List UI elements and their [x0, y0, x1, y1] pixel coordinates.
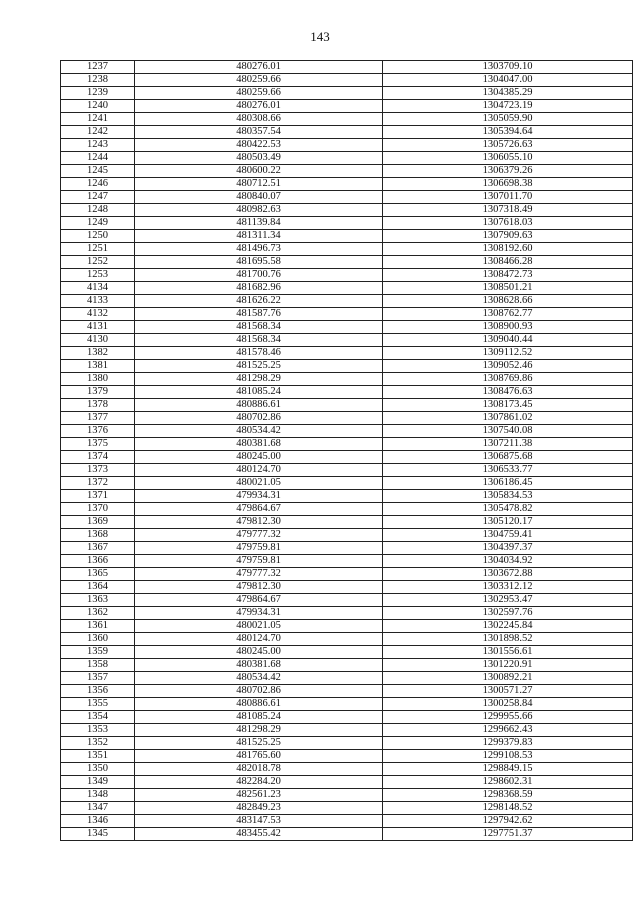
y-coordinate-cell: 1306186.45: [383, 477, 633, 490]
x-coordinate-cell: 480886.61: [135, 698, 383, 711]
table-row: [61, 191, 633, 204]
y-coordinate-cell: 1305478.82: [383, 503, 633, 516]
x-coordinate-cell: 480534.42: [135, 425, 383, 438]
point-number-cell: 1251: [61, 243, 135, 256]
table-row: [61, 659, 633, 672]
point-number-cell: 4132: [61, 308, 135, 321]
x-coordinate-cell: 481700.76: [135, 269, 383, 282]
point-number-cell: 1351: [61, 750, 135, 763]
x-coordinate-cell: 480021.05: [135, 620, 383, 633]
point-number-cell: 1249: [61, 217, 135, 230]
x-coordinate-cell: 479864.67: [135, 594, 383, 607]
y-coordinate-cell: 1308466.28: [383, 256, 633, 269]
table-row: [61, 477, 633, 490]
point-number-cell: 1345: [61, 828, 135, 841]
table-row: [61, 451, 633, 464]
table-row: [61, 685, 633, 698]
table-row: [61, 178, 633, 191]
x-coordinate-cell: 482284.20: [135, 776, 383, 789]
y-coordinate-cell: 1308762.77: [383, 308, 633, 321]
x-coordinate-cell: 481568.34: [135, 321, 383, 334]
point-number-cell: 4134: [61, 282, 135, 295]
y-coordinate-cell: 1304385.29: [383, 87, 633, 100]
coordinates-table: [60, 60, 633, 841]
y-coordinate-cell: 1307540.08: [383, 425, 633, 438]
table-row: [61, 646, 633, 659]
x-coordinate-cell: 480259.66: [135, 74, 383, 87]
x-coordinate-cell: 481578.46: [135, 347, 383, 360]
x-coordinate-cell: 480712.51: [135, 178, 383, 191]
y-coordinate-cell: 1309052.46: [383, 360, 633, 373]
y-coordinate-cell: 1304034.92: [383, 555, 633, 568]
x-coordinate-cell: 481682.96: [135, 282, 383, 295]
table-row: [61, 295, 633, 308]
table-row: [61, 386, 633, 399]
x-coordinate-cell: 480021.05: [135, 477, 383, 490]
table-row: [61, 282, 633, 295]
point-number-cell: 1361: [61, 620, 135, 633]
table-row: [61, 698, 633, 711]
table-row: [61, 620, 633, 633]
point-number-cell: 1360: [61, 633, 135, 646]
point-number-cell: 1348: [61, 789, 135, 802]
y-coordinate-cell: 1308192.60: [383, 243, 633, 256]
table-row: [61, 503, 633, 516]
y-coordinate-cell: 1302245.84: [383, 620, 633, 633]
table-row: [61, 256, 633, 269]
x-coordinate-cell: 481298.29: [135, 373, 383, 386]
point-number-cell: 1359: [61, 646, 135, 659]
y-coordinate-cell: 1304759.41: [383, 529, 633, 542]
x-coordinate-cell: 481525.25: [135, 360, 383, 373]
y-coordinate-cell: 1307618.03: [383, 217, 633, 230]
y-coordinate-cell: 1304723.19: [383, 100, 633, 113]
y-coordinate-cell: 1298602.31: [383, 776, 633, 789]
point-number-cell: 1237: [61, 61, 135, 74]
point-number-cell: 1246: [61, 178, 135, 191]
table-row: [61, 464, 633, 477]
x-coordinate-cell: 481568.34: [135, 334, 383, 347]
x-coordinate-cell: 482561.23: [135, 789, 383, 802]
point-number-cell: 1240: [61, 100, 135, 113]
table-row: [61, 321, 633, 334]
x-coordinate-cell: 483455.42: [135, 828, 383, 841]
table-row: [61, 347, 633, 360]
table-row: [61, 516, 633, 529]
x-coordinate-cell: 480124.70: [135, 464, 383, 477]
y-coordinate-cell: 1305394.64: [383, 126, 633, 139]
y-coordinate-cell: 1305834.53: [383, 490, 633, 503]
x-coordinate-cell: 479812.30: [135, 516, 383, 529]
y-coordinate-cell: 1308472.73: [383, 269, 633, 282]
point-number-cell: 1247: [61, 191, 135, 204]
table-row: [61, 360, 633, 373]
table-row: [61, 165, 633, 178]
point-number-cell: 1350: [61, 763, 135, 776]
table-row: [61, 724, 633, 737]
point-number-cell: 1354: [61, 711, 135, 724]
point-number-cell: 1381: [61, 360, 135, 373]
point-number-cell: 1373: [61, 464, 135, 477]
table-row: [61, 399, 633, 412]
x-coordinate-cell: 480276.01: [135, 100, 383, 113]
y-coordinate-cell: 1302597.76: [383, 607, 633, 620]
point-number-cell: 1250: [61, 230, 135, 243]
y-coordinate-cell: 1305726.63: [383, 139, 633, 152]
table-row: [61, 373, 633, 386]
y-coordinate-cell: 1308501.21: [383, 282, 633, 295]
y-coordinate-cell: 1300571.27: [383, 685, 633, 698]
table-row: [61, 555, 633, 568]
x-coordinate-cell: 482849.23: [135, 802, 383, 815]
table-row: [61, 204, 633, 217]
y-coordinate-cell: 1300892.21: [383, 672, 633, 685]
table-row: [61, 815, 633, 828]
point-number-cell: 1380: [61, 373, 135, 386]
point-number-cell: 1238: [61, 74, 135, 87]
point-number-cell: 4130: [61, 334, 135, 347]
y-coordinate-cell: 1303672.88: [383, 568, 633, 581]
table-row: [61, 230, 633, 243]
point-number-cell: 1368: [61, 529, 135, 542]
point-number-cell: 1248: [61, 204, 135, 217]
point-number-cell: 1379: [61, 386, 135, 399]
point-number-cell: 1371: [61, 490, 135, 503]
table-row: [61, 763, 633, 776]
table-row: [61, 750, 633, 763]
table-row: [61, 828, 633, 841]
y-coordinate-cell: 1303709.10: [383, 61, 633, 74]
point-number-cell: 1239: [61, 87, 135, 100]
table-row: [61, 607, 633, 620]
table-row: [61, 568, 633, 581]
x-coordinate-cell: 479777.32: [135, 529, 383, 542]
y-coordinate-cell: 1306055.10: [383, 152, 633, 165]
y-coordinate-cell: 1303312.12: [383, 581, 633, 594]
y-coordinate-cell: 1304047.00: [383, 74, 633, 87]
table-row: [61, 490, 633, 503]
x-coordinate-cell: 481626.22: [135, 295, 383, 308]
x-coordinate-cell: 481298.29: [135, 724, 383, 737]
point-number-cell: 1362: [61, 607, 135, 620]
table-row: [61, 594, 633, 607]
x-coordinate-cell: 480534.42: [135, 672, 383, 685]
y-coordinate-cell: 1307211.38: [383, 438, 633, 451]
x-coordinate-cell: 479777.32: [135, 568, 383, 581]
y-coordinate-cell: 1299379.83: [383, 737, 633, 750]
table-row: [61, 425, 633, 438]
point-number-cell: 1241: [61, 113, 135, 126]
point-number-cell: 1363: [61, 594, 135, 607]
point-number-cell: 1253: [61, 269, 135, 282]
x-coordinate-cell: 480245.00: [135, 646, 383, 659]
point-number-cell: 1378: [61, 399, 135, 412]
x-coordinate-cell: 481085.24: [135, 386, 383, 399]
x-coordinate-cell: 481139.84: [135, 217, 383, 230]
table-row: [61, 776, 633, 789]
y-coordinate-cell: 1309040.44: [383, 334, 633, 347]
point-number-cell: 1346: [61, 815, 135, 828]
x-coordinate-cell: 479812.30: [135, 581, 383, 594]
y-coordinate-cell: 1308628.66: [383, 295, 633, 308]
point-number-cell: 1367: [61, 542, 135, 555]
x-coordinate-cell: 480276.01: [135, 61, 383, 74]
x-coordinate-cell: 480308.66: [135, 113, 383, 126]
table-row: [61, 61, 633, 74]
x-coordinate-cell: 479759.81: [135, 542, 383, 555]
point-number-cell: 1375: [61, 438, 135, 451]
point-number-cell: 1369: [61, 516, 135, 529]
y-coordinate-cell: 1307909.63: [383, 230, 633, 243]
table-row: [61, 126, 633, 139]
point-number-cell: 1358: [61, 659, 135, 672]
y-coordinate-cell: 1298368.59: [383, 789, 633, 802]
x-coordinate-cell: 479934.31: [135, 490, 383, 503]
x-coordinate-cell: 481311.34: [135, 230, 383, 243]
y-coordinate-cell: 1307318.49: [383, 204, 633, 217]
x-coordinate-cell: 480702.86: [135, 412, 383, 425]
x-coordinate-cell: 481525.25: [135, 737, 383, 750]
x-coordinate-cell: 479934.31: [135, 607, 383, 620]
y-coordinate-cell: 1304397.37: [383, 542, 633, 555]
point-number-cell: 4133: [61, 295, 135, 308]
y-coordinate-cell: 1305120.17: [383, 516, 633, 529]
y-coordinate-cell: 1307011.70: [383, 191, 633, 204]
y-coordinate-cell: 1301220.91: [383, 659, 633, 672]
page-number: 143: [310, 29, 330, 44]
point-number-cell: 1365: [61, 568, 135, 581]
table-row: [61, 711, 633, 724]
table-row: [61, 789, 633, 802]
table-row: [61, 412, 633, 425]
y-coordinate-cell: 1308476.63: [383, 386, 633, 399]
point-number-cell: 1352: [61, 737, 135, 750]
y-coordinate-cell: 1308173.45: [383, 399, 633, 412]
y-coordinate-cell: 1306698.38: [383, 178, 633, 191]
point-number-cell: 1366: [61, 555, 135, 568]
y-coordinate-cell: 1299662.43: [383, 724, 633, 737]
table-row: [61, 308, 633, 321]
point-number-cell: 1370: [61, 503, 135, 516]
table-row: [61, 113, 633, 126]
x-coordinate-cell: 480982.63: [135, 204, 383, 217]
x-coordinate-cell: 481587.76: [135, 308, 383, 321]
y-coordinate-cell: 1300258.84: [383, 698, 633, 711]
x-coordinate-cell: 480422.53: [135, 139, 383, 152]
x-coordinate-cell: 479864.67: [135, 503, 383, 516]
y-coordinate-cell: 1308769.86: [383, 373, 633, 386]
x-coordinate-cell: 483147.53: [135, 815, 383, 828]
y-coordinate-cell: 1299108.53: [383, 750, 633, 763]
point-number-cell: 1374: [61, 451, 135, 464]
x-coordinate-cell: 480840.07: [135, 191, 383, 204]
y-coordinate-cell: 1298148.52: [383, 802, 633, 815]
table-row: [61, 269, 633, 282]
x-coordinate-cell: 480702.86: [135, 685, 383, 698]
y-coordinate-cell: 1306875.68: [383, 451, 633, 464]
y-coordinate-cell: 1297942.62: [383, 815, 633, 828]
point-number-cell: 1353: [61, 724, 135, 737]
table-row: [61, 737, 633, 750]
point-number-cell: 1245: [61, 165, 135, 178]
x-coordinate-cell: 479759.81: [135, 555, 383, 568]
y-coordinate-cell: 1306379.26: [383, 165, 633, 178]
y-coordinate-cell: 1298849.15: [383, 763, 633, 776]
table-row: [61, 633, 633, 646]
y-coordinate-cell: 1302953.47: [383, 594, 633, 607]
y-coordinate-cell: 1309112.52: [383, 347, 633, 360]
x-coordinate-cell: 480259.66: [135, 87, 383, 100]
x-coordinate-cell: 481496.73: [135, 243, 383, 256]
point-number-cell: 1376: [61, 425, 135, 438]
point-number-cell: 1347: [61, 802, 135, 815]
x-coordinate-cell: 481765.60: [135, 750, 383, 763]
table-row: [61, 152, 633, 165]
table-row: [61, 802, 633, 815]
table-row: [61, 581, 633, 594]
table-row: [61, 87, 633, 100]
y-coordinate-cell: 1308900.93: [383, 321, 633, 334]
point-number-cell: 1357: [61, 672, 135, 685]
point-number-cell: 1349: [61, 776, 135, 789]
x-coordinate-cell: 480381.68: [135, 438, 383, 451]
table-row: [61, 542, 633, 555]
x-coordinate-cell: 481085.24: [135, 711, 383, 724]
coordinates-table-body: [61, 61, 633, 841]
table-row: [61, 100, 633, 113]
x-coordinate-cell: 480381.68: [135, 659, 383, 672]
point-number-cell: 1377: [61, 412, 135, 425]
x-coordinate-cell: 481695.58: [135, 256, 383, 269]
table-row: [61, 139, 633, 152]
y-coordinate-cell: 1301556.61: [383, 646, 633, 659]
table-row: [61, 672, 633, 685]
table-row: [61, 74, 633, 87]
table-row: [61, 217, 633, 230]
point-number-cell: 1372: [61, 477, 135, 490]
x-coordinate-cell: 480503.49: [135, 152, 383, 165]
table-row: [61, 243, 633, 256]
y-coordinate-cell: 1305059.90: [383, 113, 633, 126]
x-coordinate-cell: 480600.22: [135, 165, 383, 178]
point-number-cell: 1364: [61, 581, 135, 594]
y-coordinate-cell: 1299955.66: [383, 711, 633, 724]
point-number-cell: 1244: [61, 152, 135, 165]
y-coordinate-cell: 1301898.52: [383, 633, 633, 646]
point-number-cell: 1252: [61, 256, 135, 269]
point-number-cell: 4131: [61, 321, 135, 334]
point-number-cell: 1243: [61, 139, 135, 152]
y-coordinate-cell: 1297751.37: [383, 828, 633, 841]
x-coordinate-cell: 480245.00: [135, 451, 383, 464]
table-row: [61, 334, 633, 347]
y-coordinate-cell: 1307861.02: [383, 412, 633, 425]
x-coordinate-cell: 480124.70: [135, 633, 383, 646]
point-number-cell: 1382: [61, 347, 135, 360]
point-number-cell: 1356: [61, 685, 135, 698]
x-coordinate-cell: 480357.54: [135, 126, 383, 139]
x-coordinate-cell: 480886.61: [135, 399, 383, 412]
point-number-cell: 1242: [61, 126, 135, 139]
table-row: [61, 529, 633, 542]
point-number-cell: 1355: [61, 698, 135, 711]
y-coordinate-cell: 1306533.77: [383, 464, 633, 477]
table-row: [61, 438, 633, 451]
x-coordinate-cell: 482018.78: [135, 763, 383, 776]
